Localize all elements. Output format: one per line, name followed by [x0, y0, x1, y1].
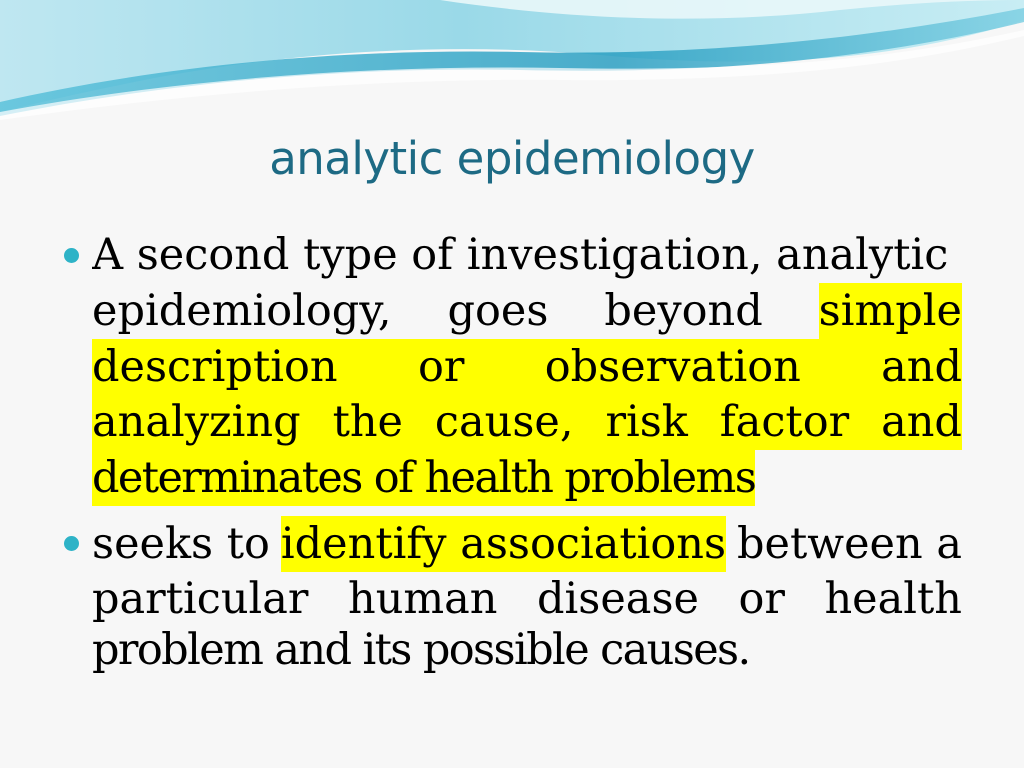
text-run: or	[738, 574, 785, 624]
bullet-2-line-1	[92, 516, 962, 572]
text-run: cause,	[434, 397, 574, 447]
bullet-1-line-4-highlighted	[92, 394, 962, 450]
text-run: human	[348, 574, 498, 624]
bullet-1-line-5	[92, 450, 962, 506]
text-run: description	[92, 342, 338, 392]
text-run: and	[881, 397, 962, 447]
slide-title: analytic epidemiology	[269, 132, 755, 185]
text-run: particular	[92, 574, 309, 624]
text-run: beyond	[604, 286, 763, 336]
bullet-point-marker	[64, 248, 79, 263]
text-run: A second type of investigation, analytic	[92, 230, 949, 280]
text-run: problem and its possible causes.	[92, 625, 750, 675]
text-run: analyzing	[92, 397, 301, 447]
bullet-2-line-2	[92, 571, 962, 627]
text-run: factor	[719, 397, 850, 447]
text-run: risk	[605, 397, 688, 447]
text-run: the	[332, 397, 403, 447]
bullet-1-line-3-highlighted	[92, 339, 962, 395]
bullet-1-line-1	[92, 227, 962, 283]
highlighted-text: determinates of health problems	[92, 450, 755, 506]
text-run: health	[824, 574, 962, 624]
highlighted-text: simple	[819, 283, 962, 339]
text-run: or	[417, 342, 465, 392]
bullet-1-line-2	[92, 283, 962, 339]
text-run: seeks to	[92, 519, 270, 569]
text-run: epidemiology,	[92, 286, 392, 336]
highlighted-text: identify associations	[281, 516, 726, 572]
text-run: disease	[537, 574, 699, 624]
text-run: goes	[447, 286, 549, 336]
bullet-point-marker	[64, 536, 79, 551]
header-wave-decoration	[0, 0, 1024, 130]
text-run: and	[881, 342, 962, 392]
text-run: observation	[544, 342, 801, 392]
bullet-2-line-3	[92, 622, 962, 678]
text-run: between a	[737, 519, 962, 569]
